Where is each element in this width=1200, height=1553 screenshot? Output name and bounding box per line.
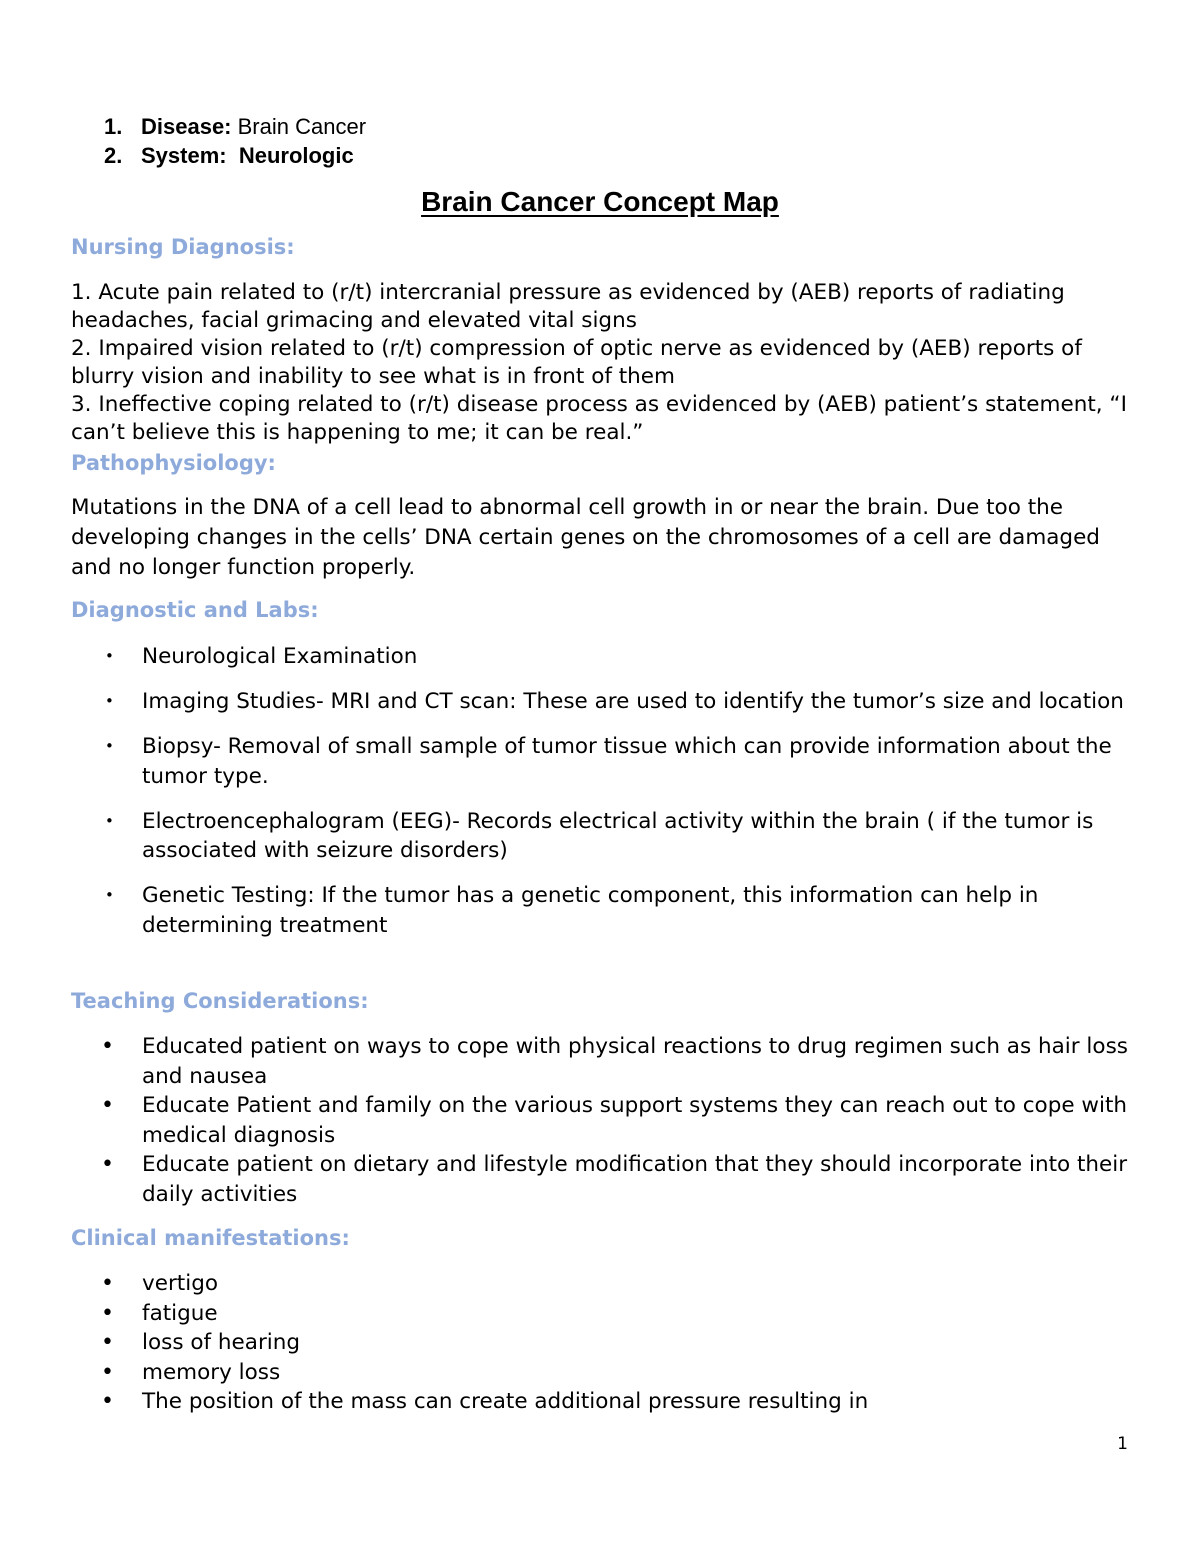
list-item-text: Neurological Examination: [142, 644, 418, 669]
list-item: [71, 881, 1146, 940]
bullet-icon: •: [101, 1093, 114, 1118]
list-item-text: Educate Patient and family on the various support systems they can reach out to cope with medical diagnosis: [142, 1093, 1128, 1148]
bullet-icon: •: [105, 692, 114, 710]
list-item: [71, 687, 1146, 717]
list-item-text: Imaging Studies- MRI and CT scan: These are used to identify the tumor’s size and location: [142, 689, 1124, 714]
page-number: 1: [1117, 1434, 1128, 1454]
list-item: [71, 642, 1146, 672]
teaching-heading: Teaching Considerations:: [71, 989, 369, 1013]
system-value: Neurologic: [226, 143, 354, 168]
nursing-item: 3. Ineffective coping related to (r/t) disease process as evidenced by (AEB) patient’s statement, “I can’t believe this is happening to me; it can be real.”: [71, 392, 1127, 445]
diagnostics-list: [71, 642, 1146, 956]
list-item: [71, 732, 1146, 791]
bullet-icon: •: [105, 737, 114, 755]
list-item-text: memory loss: [142, 1359, 281, 1385]
bullet-icon: •: [101, 1359, 114, 1385]
bullet-icon: •: [105, 647, 114, 665]
bullet-icon: •: [101, 1034, 114, 1059]
teaching-list: [71, 1032, 1146, 1209]
system-label: System:: [141, 143, 227, 168]
list-item-text: vertigo: [142, 1271, 218, 1296]
nursing-item: 1. Acute pain related to (r/t) intercranial pressure as evidenced by (AEB) reports of radiating headaches, facial grimacing and elevated vital signs: [71, 280, 1065, 333]
list-item: [71, 1328, 1146, 1358]
clinical-list: [71, 1269, 1146, 1417]
bullet-icon: •: [101, 1152, 114, 1177]
list-number: 1.: [104, 114, 123, 139]
pathophysiology-heading: Pathophysiology:: [71, 451, 276, 475]
bullet-icon: •: [101, 1271, 114, 1296]
list-item-text: Biopsy- Removal of small sample of tumor tissue which can provide information about the tumor type.: [142, 734, 1112, 789]
bullet-icon: •: [105, 811, 114, 830]
pathophysiology-text: Mutations in the DNA of a cell lead to abnormal cell growth in or near the brain. Due too the developing changes in the cells’ DNA certain genes on the chromosomes of a cell are damaged and no longer function properly.: [71, 495, 1100, 580]
list-item-text: The position of the mass can create additional pressure resulting in: [142, 1389, 869, 1414]
bullet-icon: •: [101, 1330, 114, 1355]
nursing-diagnosis-list: [71, 279, 1141, 447]
diagnostics-heading: Diagnostic and Labs:: [71, 598, 319, 622]
list-item: [71, 1150, 1146, 1209]
nursing-heading: Nursing Diagnosis:: [71, 235, 295, 259]
nursing-item: 2. Impaired vision related to (r/t) compression of optic nerve as evidenced by (AEB) reports of blurry vision and inability to see what is in front of them: [71, 336, 1082, 389]
list-item: [71, 1091, 1146, 1150]
list-item: [71, 1387, 1146, 1417]
clinical-heading: Clinical manifestations:: [71, 1226, 350, 1250]
list-number: 2.: [104, 143, 123, 168]
list-item-text: loss of hearing: [142, 1330, 301, 1355]
bullet-icon: •: [105, 886, 114, 904]
bullet-icon: •: [101, 1300, 114, 1326]
list-item: [71, 807, 1146, 866]
list-item-text: Electroencephalogram (EEG)- Records electrical activity within the brain ( if the tumor is associated with seizure disorders): [142, 808, 1094, 863]
list-item: [71, 1269, 1146, 1299]
disease-value: Brain Cancer: [231, 114, 367, 139]
disease-label: Disease:: [141, 114, 232, 139]
list-item-text: Genetic Testing: If the tumor has a genetic component, this information can help in determining treatment: [142, 883, 1039, 938]
list-item-text: Educated patient on ways to cope with physical reactions to drug regimen such as hair loss and nausea: [142, 1034, 1128, 1089]
list-item: [71, 1032, 1146, 1091]
bullet-icon: •: [101, 1389, 114, 1414]
page-title: Brain Cancer Concept Map: [421, 186, 779, 217]
list-item: [71, 1358, 1146, 1388]
list-item: [71, 1299, 1146, 1329]
header-list: [104, 112, 366, 170]
header-item-disease: [104, 112, 366, 141]
header-item-system: [104, 141, 366, 170]
list-item-text: fatigue: [142, 1300, 218, 1326]
list-item-text: Educate patient on dietary and lifestyle modification that they should incorporate into their daily activities: [142, 1152, 1128, 1207]
